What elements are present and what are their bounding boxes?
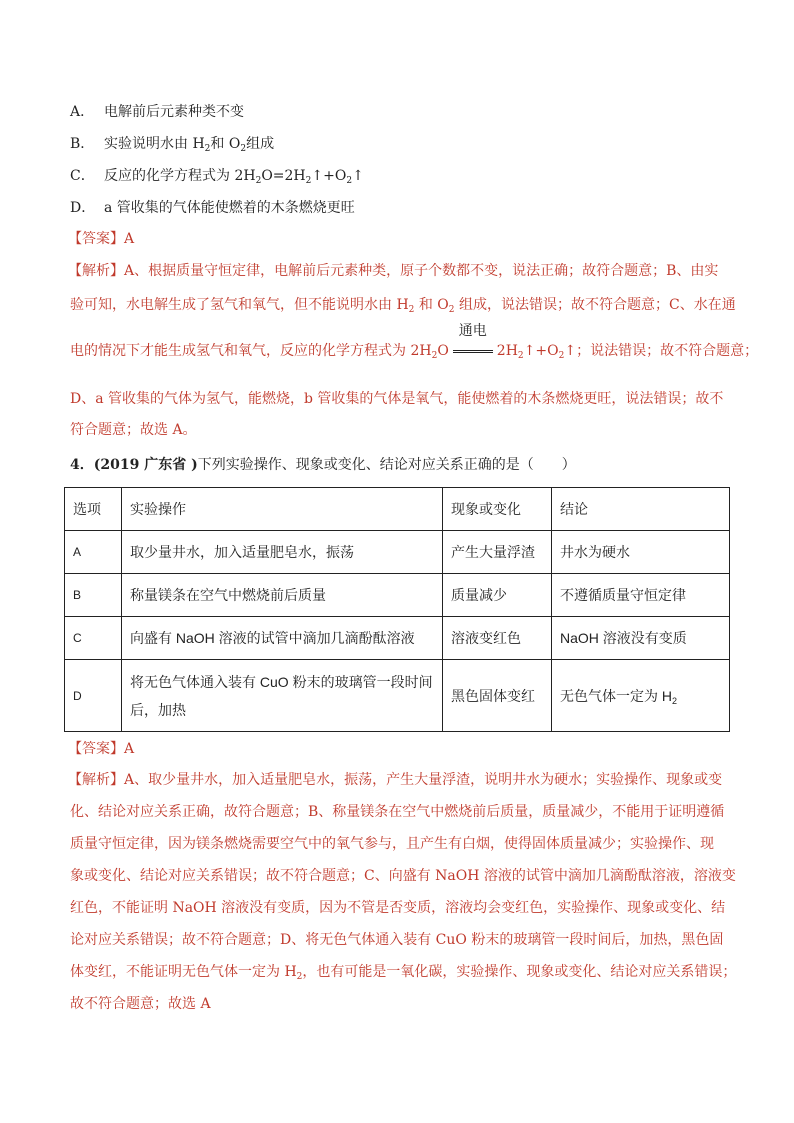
- analysis-1-line-2: 验可知，水电解生成了氢气和氧气，但不能说明水由 $H_2$ 和 $O_2$ 组成，说法错误；故不符合题意；C、水在通: [70, 297, 736, 315]
- reaction-condition: 通电: [458, 323, 487, 339]
- answer-2: 【答案】A: [68, 741, 135, 757]
- table-row: A 取少量井水，加入适量肥皂水，振荡 产生大量浮渣 井水为硬水: [65, 531, 730, 574]
- answer-1: 【答案】A: [68, 231, 135, 247]
- experiment-table: [64, 487, 730, 732]
- reaction-condition-arrow: [453, 323, 493, 361]
- option-d: D． a 管收集的气体能使燃着的木条燃烧更旺: [70, 200, 355, 216]
- analysis-1-line-5: 符合题意；故选 A。: [70, 422, 197, 438]
- question-4-header: 4．(2019 广东省 )下列实验操作、现象或变化、结论对应关系正确的是（ ）: [70, 457, 576, 473]
- analysis-2-line-7: 体变红，不能证明无色气体一定为 $H_2$，也有可能是一氧化碳，实验操作、现象或变化、结论对应关系错误；: [70, 964, 737, 982]
- table-row: C 向盛有 NaOH 溶液的试管中滴加几滴酚酞溶液 溶液变红色 NaOH 溶液没有变质: [65, 617, 730, 660]
- option-c: C． 反应的化学方程式为 $2H_2O=2H_2↑+O_2↑$: [70, 168, 364, 186]
- analysis-1-line-4: D、a 管收集的气体为氢气，能燃烧，b 管收集的气体是氧气，能使燃着的木条燃烧更旺，说法错误；故不: [70, 391, 724, 407]
- analysis-2-line-3: 质量守恒定律，因为镁条燃烧需要空气中的氧气参与，且产生有白烟，使得固体质量减少；实验操作、现: [70, 836, 714, 852]
- option-b: B． 实验说明水由 $H_2$和 $O_2$组成: [70, 136, 275, 154]
- analysis-2-line-6: 论对应关系错误；故不符合题意；D、将无色气体通入装有 CuO 粉末的玻璃管一段时间后，加热，黑色固: [70, 932, 724, 948]
- analysis-2-line-5: 红色，不能证明 NaOH 溶液没有变质，因为不管是否变质，溶液均会变红色，实验操作、现象或变化、结: [70, 900, 726, 916]
- analysis-2-line-1: 【解析】A、取少量井水，加入适量肥皂水，振荡，产生大量浮渣，说明井水为硬水；实验操作、现象或变: [68, 772, 723, 788]
- analysis-2-line-8: 故不符合题意；故选 A: [70, 996, 211, 1012]
- analysis-1-line-1: 【解析】A、根据质量守恒定律，电解前后元素种类，原子个数都不变，说法正确；故符合题意；B、由实: [68, 263, 719, 279]
- analysis-2-line-2: 化、结论对应关系正确，故符合题意；B、称量镁条在空气中燃烧前后质量，质量减少，不能用于证明遵循: [70, 804, 725, 820]
- table-header-row: 选项 实验操作 现象或变化 结论: [65, 488, 730, 531]
- table-row: D 将无色气体通入装有 CuO 粉末的玻璃管一段时间 后，加热 黑色固体变红 无色气体一定为 $H_2$: [65, 660, 730, 732]
- analysis-2-line-4: 象或变化、结论对应关系错误；故不符合题意；C、向盛有 NaOH 溶液的试管中滴加几滴酚酞溶液，溶液变: [70, 868, 736, 884]
- option-a: A． 电解前后元素种类不变: [70, 104, 244, 120]
- table-row: B 称量镁条在空气中燃烧前后质量 质量减少 不遵循质量守恒定律: [65, 574, 730, 617]
- analysis-1-line-3: 电的情况下才能生成氢气和氧气，反应的化学方程式为 $2H_2O$ 通电 $2H_2↑+O_2↑$；说法错误；故不符合题意；: [70, 323, 759, 361]
